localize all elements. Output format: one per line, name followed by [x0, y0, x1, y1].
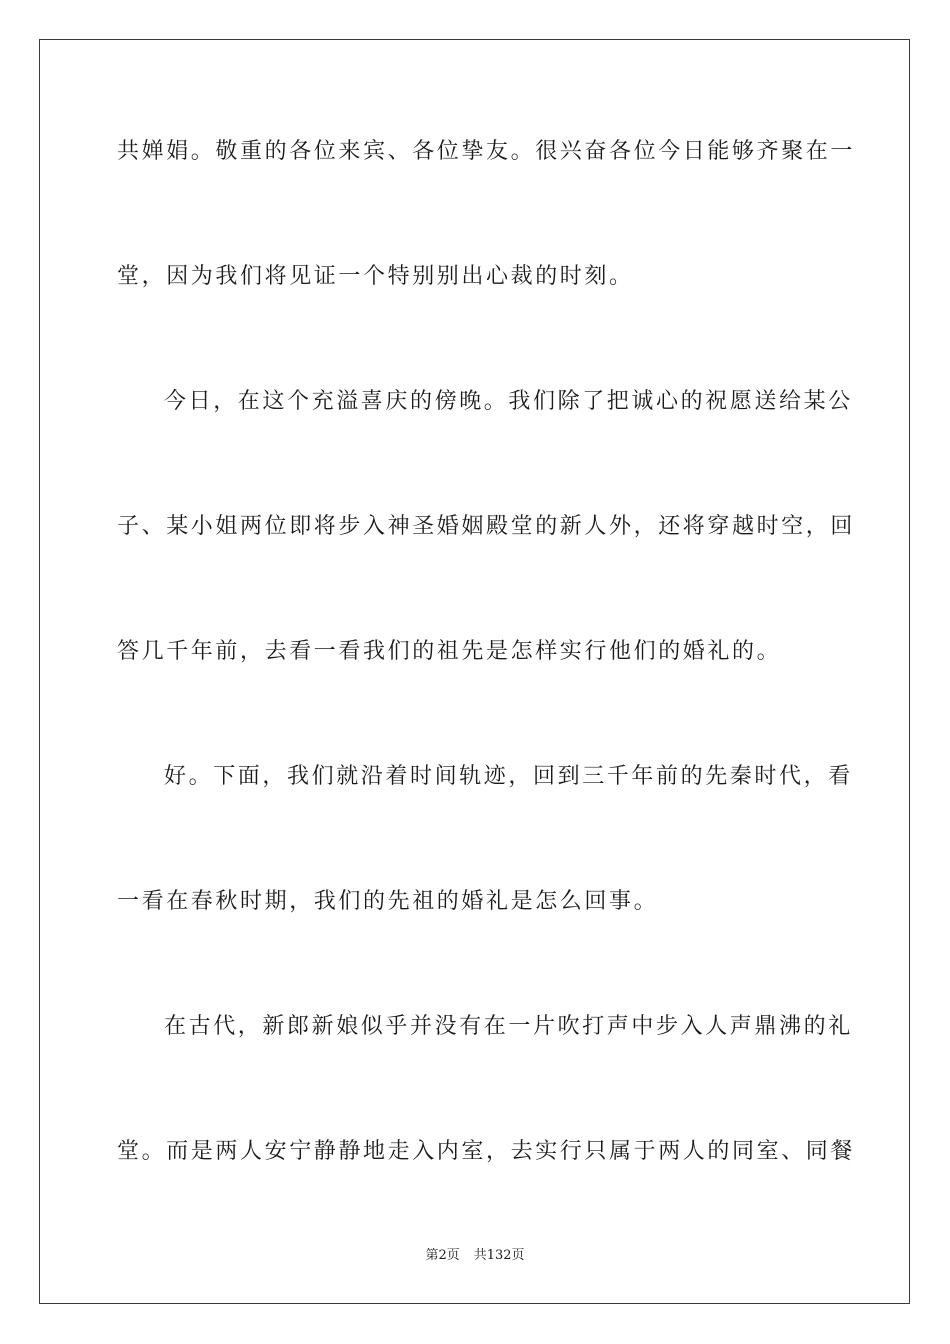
- paragraph-line-2: 堂，因为我们将见证一个特别别出心裁的时刻。: [117, 264, 634, 289]
- page-footer: [0, 1247, 950, 1265]
- paragraph-line-8: 在古代，新郎新娘似乎并没有在一片吹打声中步入人声鼎沸的礼: [164, 1014, 853, 1039]
- page-number: 第2页: [425, 1248, 460, 1263]
- paragraph-line-7: 一看在春秋时期，我们的先祖的婚礼是怎么回事。: [117, 889, 659, 914]
- paragraph-line-3: 今日，在这个充溢喜庆的傍晚。我们除了把诚心的祝愿送给某公: [164, 389, 853, 414]
- paragraph-line-6: 好。下面，我们就沿着时间轨迹，回到三千年前的先秦时代，看: [164, 764, 853, 789]
- paragraph-line-9: 堂。而是两人安宁静静地走入内室，去实行只属于两人的同室、同餐: [117, 1139, 856, 1164]
- page-total: 共132页: [473, 1248, 525, 1263]
- page-border: [39, 39, 910, 1304]
- paragraph-line-1: 共婵娟。敬重的各位来宾、各位挚友。很兴奋各位今日能够齐聚在一: [117, 139, 856, 164]
- paragraph-line-4: 子、某小姐两位即将步入神圣婚姻殿堂的新人外，还将穿越时空，回: [117, 514, 856, 539]
- paragraph-line-5: 答几千年前，去看一看我们的祖先是怎样实行他们的婚礼的。: [117, 639, 782, 664]
